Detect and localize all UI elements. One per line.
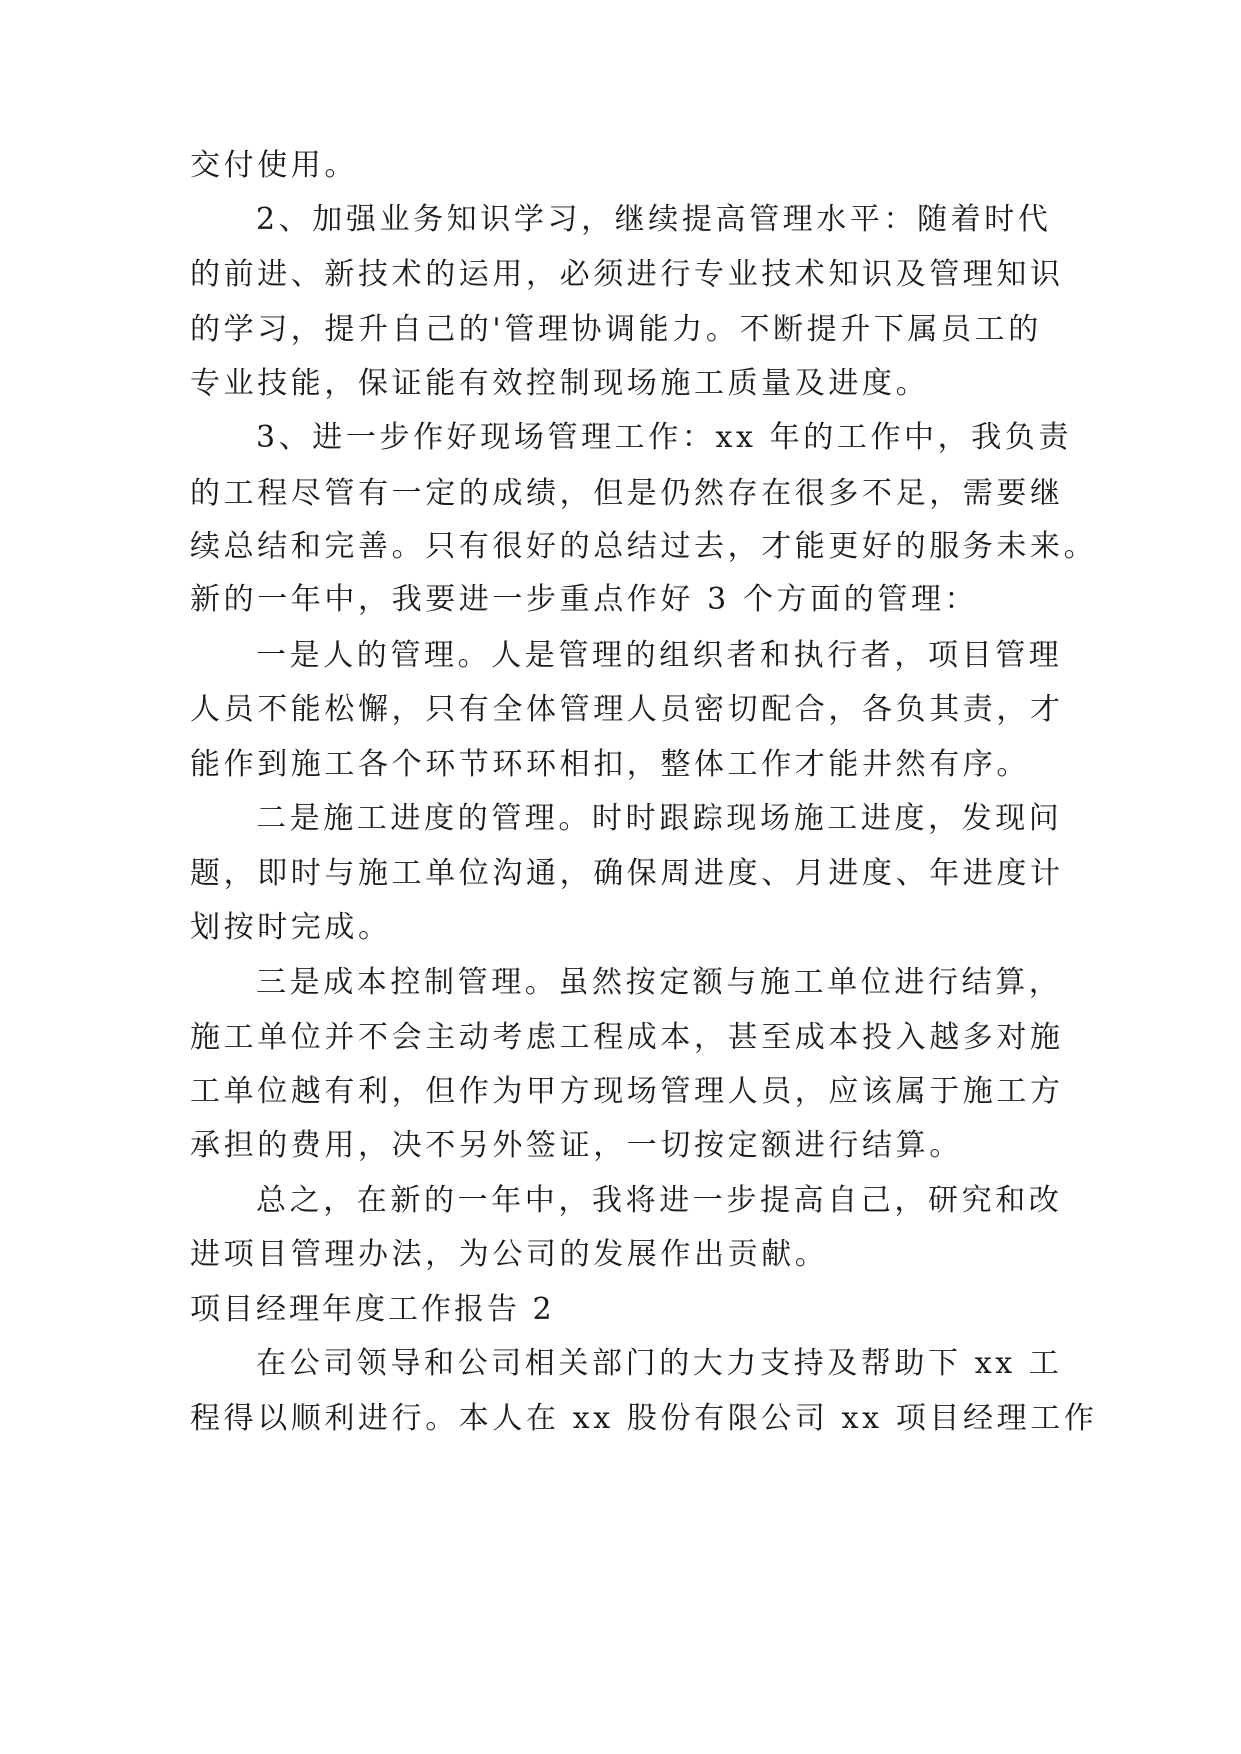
paragraph-line: 进项目管理办法，为公司的发展作出贡献。 <box>190 1237 829 1272</box>
paragraph-line: 在公司领导和公司相关部门的大力支持及帮助下 xx 工 <box>256 1346 1063 1381</box>
paragraph-line: 交付使用。 <box>190 148 358 183</box>
paragraph-line: 续总结和完善。只有很好的总结过去，才能更好的服务未来。 <box>190 529 1098 564</box>
paragraph-line: 新的一年中，我要进一步重点作好 3 个方面的管理： <box>190 582 979 617</box>
paragraph-line: 程得以顺利进行。本人在 xx 股份有限公司 xx 项目经理工作 <box>190 1401 1098 1436</box>
paragraph-line: 的前进、新技术的运用，必须进行专业技术知识及管理知识 <box>190 257 1064 292</box>
paragraph-line: 3、进一步作好现场管理工作：xx 年的工作中，我负责 <box>256 420 1073 455</box>
paragraph-line: 划按时完成。 <box>190 910 392 945</box>
section-heading: 项目经理年度工作报告 2 <box>190 1292 555 1327</box>
paragraph-line: 二是施工进度的管理。时时跟踪现场施工进度，发现问 <box>256 801 1063 836</box>
paragraph-line: 2、加强业务知识学习，继续提高管理水平：随着时代 <box>256 202 1052 237</box>
paragraph-line: 题，即时与施工单位沟通，确保周进度、月进度、年进度计 <box>190 856 1064 891</box>
paragraph-line: 承担的费用，决不另外签证，一切按定额进行结算。 <box>190 1128 963 1163</box>
paragraph-line: 一是人的管理。人是管理的组织者和执行者，项目管理 <box>256 638 1063 673</box>
paragraph-line: 专业技能，保证能有效控制现场施工质量及进度。 <box>190 366 930 401</box>
paragraph-line: 工单位越有利，但作为甲方现场管理人员，应该属于施工方 <box>190 1074 1064 1109</box>
paragraph-line: 三是成本控制管理。虽然按定额与施工单位进行结算， <box>256 965 1063 1000</box>
paragraph-line: 的工程尽管有一定的成绩，但是仍然存在很多不足，需要继 <box>190 476 1064 511</box>
paragraph-line: 的学习，提升自己的'管理协调能力。不断提升下属员工的 <box>190 312 1042 347</box>
paragraph-line: 能作到施工各个环节环环相扣，整体工作才能井然有序。 <box>190 747 1030 782</box>
paragraph-line: 人员不能松懈，只有全体管理人员密切配合，各负其责，才 <box>190 692 1064 727</box>
paragraph-line: 总之，在新的一年中，我将进一步提高自己，研究和改 <box>256 1183 1063 1218</box>
paragraph-line: 施工单位并不会主动考虑工程成本，甚至成本投入越多对施 <box>190 1020 1064 1055</box>
